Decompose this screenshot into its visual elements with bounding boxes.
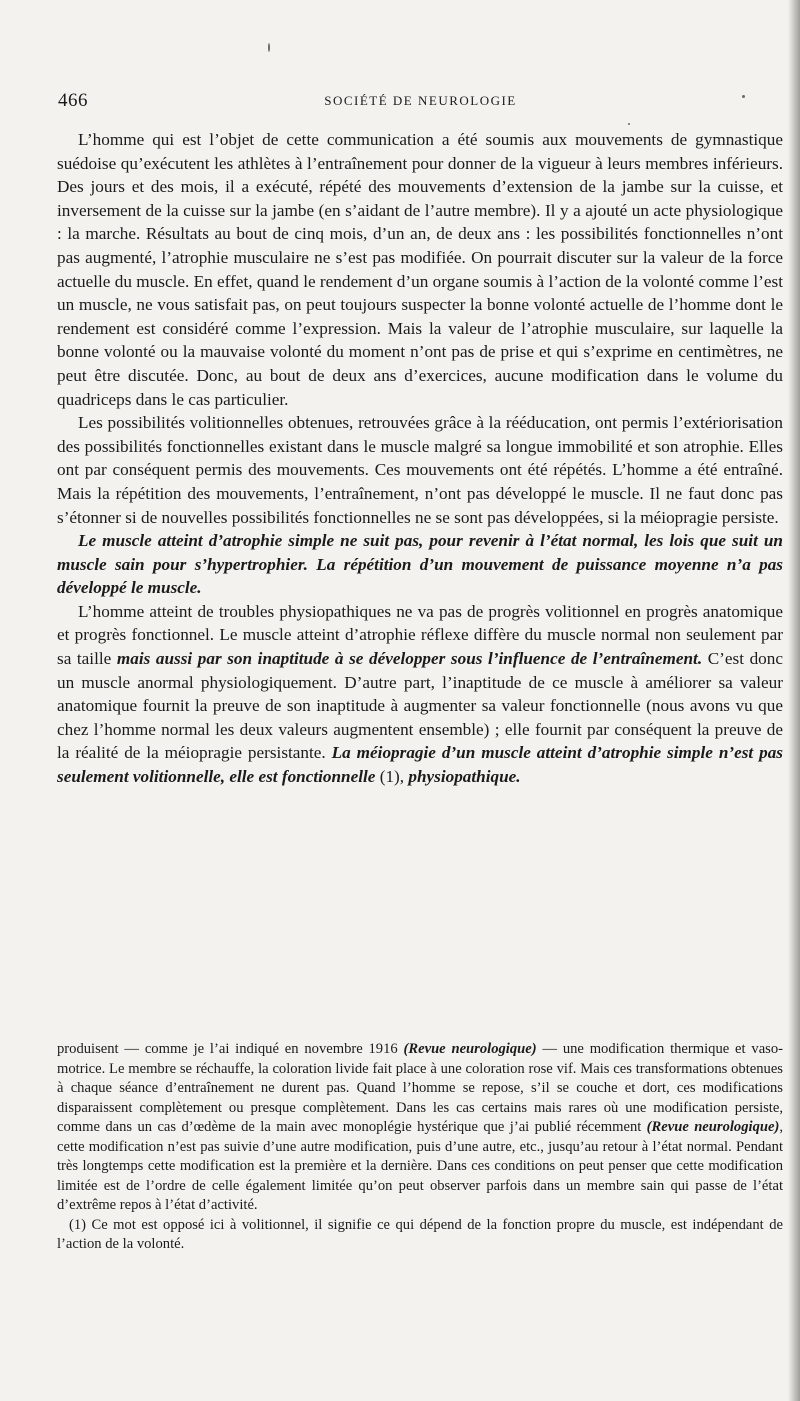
journal-citation: (Revue neurologique) [646,1119,780,1135]
text-run: — une modification thermique et vaso-motrice. Le membre se réchauffe, la coloration livide fait place à une coloration rose vif. Mais ces transformations obtenues à chaque séance d’entraînement ne durent pas. Quand l’homme se repose, s’il se couche et dort, ces modifications disparaissent complètement ou presque complètement. Dans les cas certains mais rares où une modification persiste, comme dans un cas d’œdème de la main avec monoplégie hystérique que j’ai publié récemment [57,1041,784,1135]
footnote-continuation [57,1040,783,1216]
footnote-1: (1) Ce mot est opposé ici à volitionnel, il signifie ce qui dépend de la fonction propre du muscle, est indépendant de l’action de la volonté. [57,1216,783,1252]
main-text [57,128,783,789]
page-edge-shadow [788,0,800,1401]
footnote-ref: (1), [375,767,409,787]
italic-run: physiopathique. [408,767,521,787]
page-header [58,90,783,114]
italic-statement: Le muscle atteint d’atrophie simple ne suit pas, pour revenir à l’état normal, les lois que suit un muscle sain pour s’hypertrophier. La répétition d’un mouvement de puissance moyenne n’a pas développé le muscle. [57,531,783,598]
italic-run: mais aussi par son inaptitude à se développer sous l’influence de l’entraînement. [116,649,703,669]
text-run: , cette modification n’est pas suivie d’une autre modification, puis d’une autre, etc., jusqu’au retour à l’état normal. Pendant très longtemps cette modification est la première et la dernière. Dans ces conditions on peut penser que cette modification limitée est de l’ordre de celle également limitée qu’on peut observer parfois dans un membre sain qui passe de l’état d’extrême repos à l’état d’activité. [57,1119,783,1213]
text-run: L’homme atteint de troubles physiopathiques ne va pas de progrès volitionnel en progrès anatomique et progrès fonctionnel. Le muscle atteint d’atrophie réflexe diffère du muscle normal non seulement par sa taille [57,601,783,669]
journal-citation: (Revue neurologique) [403,1041,537,1057]
italic-run: La méiopragie d’un muscle atteint d’atrophie simple n’est pas seulement volitionnelle, elle est fonctionnelle [57,743,783,787]
print-speck [268,43,270,52]
paragraph-italic [57,529,783,600]
paragraph [57,600,783,789]
running-head: SOCIÉTÉ DE NEUROLOGIE [324,93,517,108]
print-speck [628,123,630,125]
paragraph: Les possibilités volitionnelles obtenues, retrouvées grâce à la rééducation, ont permis l’extériorisation des possibilités fonctionnelles existant dans le muscle malgré sa longue immobilité et son atrophie. Elles ont par conséquent permis des mouvements. Ces mouvements ont été répétés. L’homme a été entraîné. Mais la répétition des mouvements, l’entraînement, n’ont pas développé le muscle. Il ne faut donc pas s’étonner si de nouvelles possibilités fonctionnelles ne se sont pas développées, si la méiopragie persiste. [57,413,783,527]
text-run: produisent — comme je l’ai indiqué en novembre 1916 [57,1041,404,1057]
footnotes [57,1040,783,1255]
text-run: C’est donc un muscle anormal physiologiquement. D’autre part, l’inaptitude de ce muscle à améliorer sa valeur anatomique fournit la preuve de son inaptitude à augmenter sa valeur fonctionnelle (nous avons vu que chez l’homme normal les deux valeurs augmentent ensemble) ; elle fournit par conséquent la preuve de la réalité de la méiopragie persistante. [57,649,783,763]
paragraph: L’homme qui est l’objet de cette communication a été soumis aux mouvements de gymnastique suédoise qu’exécutent les athlètes à l’entraînement pour donner de la vigueur à leurs membres inférieurs. Des jours et des mois, il a exécuté, répété des mouvements d’extension de la jambe sur la cuisse, et inversement de la cuisse sur la jambe (en s’aidant de l’autre membre). Il y a ajouté un acte physiologique : la marche. Résultats au bout de cinq mois, d’un an, de deux ans : les possibilités fonctionnelles n’ont pas augmenté, l’atrophie musculaire ne s’est pas modifiée. On pourrait discuter sur la valeur de la force actuelle du muscle. En effet, quand le rendement d’un organe soumis à l’action de la volonté comme l’est un muscle, ne vous satisfait pas, on peut toujours suspecter la bonne volonté actuelle de l’homme dont le rendement est considéré comme l’expression. Mais la valeur de l’atrophie musculaire, sur laquelle la bonne volonté ou la mauvaise volonté du moment n’ont pas de prise et qui s’exprime en centimètres, ne peut être discutée. Donc, au bout de deux ans d’exercices, aucune modification dans le volume du quadriceps dans le cas particulier. [57,130,783,409]
page-number: 466 [58,90,88,111]
